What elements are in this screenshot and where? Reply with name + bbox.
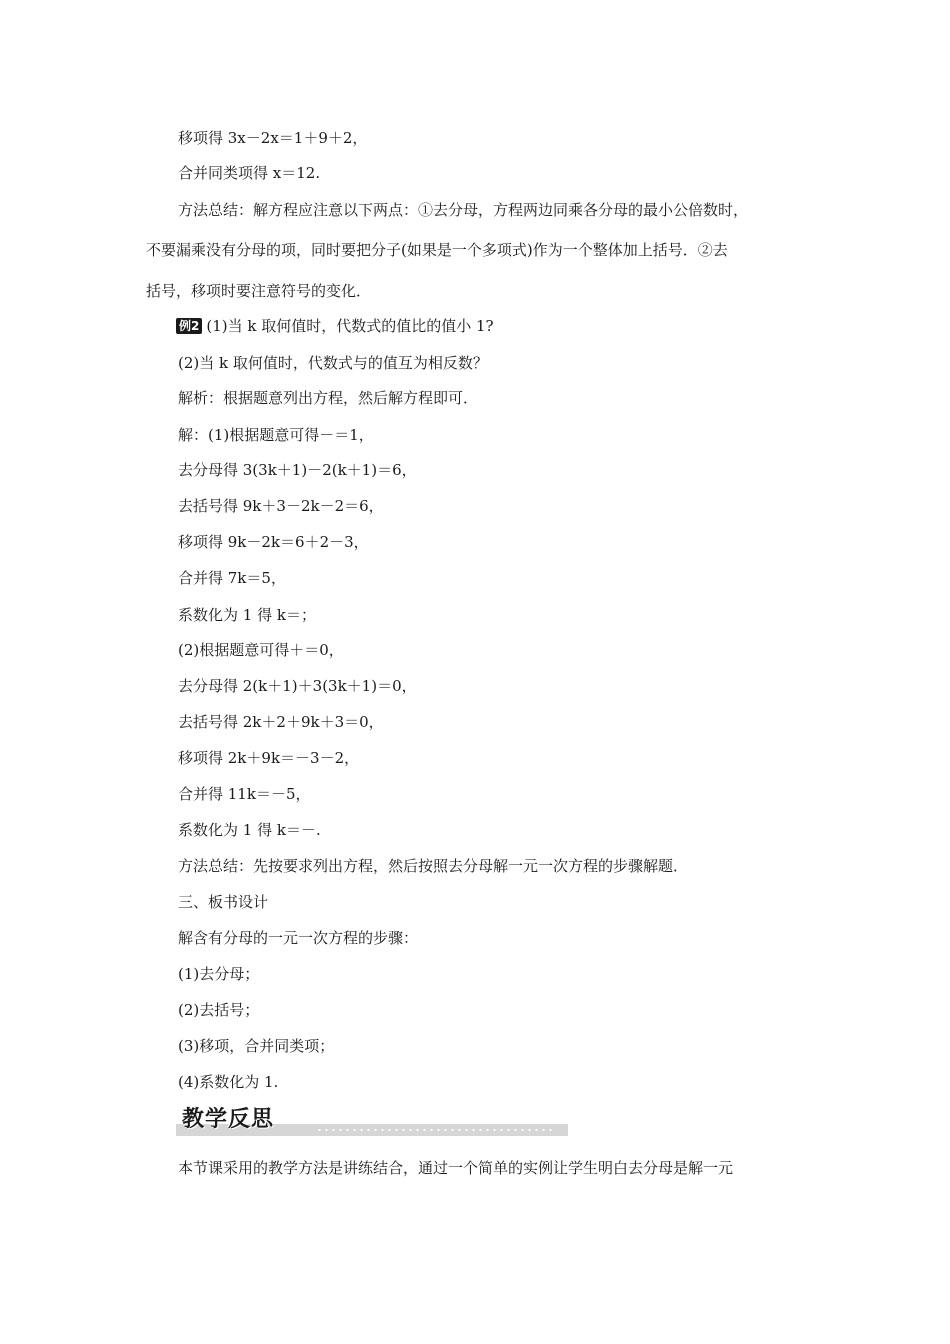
example-2-question-1 <box>176 316 494 336</box>
solution-line: 解：(1)根据题意可得－＝1， <box>178 426 374 444</box>
section-heading: 三、板书设计 <box>178 893 269 911</box>
text-line: 移项得 3x－2x＝1＋9＋2， <box>178 129 368 147</box>
analysis-line: 解析：根据题意列出方程，然后解方程即可． <box>178 389 479 407</box>
teaching-reflection-banner <box>176 1102 568 1136</box>
solution-step: 合并得 11k＝－5， <box>178 785 311 803</box>
example-tag: 例2 <box>176 318 202 334</box>
example-question-text: (1)当 k 取何值时，代数式的值比的值小 1? <box>206 317 494 335</box>
board-design-step: (4)系数化为 1. <box>178 1073 279 1091</box>
solution-step: 移项得 2k＋9k＝－3－2， <box>178 749 360 767</box>
text-line: 括号，移项时要注意符号的变化． <box>146 282 372 300</box>
solution-step: (2)根据题意可得＋＝0， <box>178 641 344 659</box>
solution-step: 去括号得 9k＋3－2k－2＝6， <box>178 497 384 515</box>
solution-step: 合并得 7k＝5， <box>178 569 286 587</box>
solution-step: 去括号得 2k＋2＋9k＋3＝0， <box>178 713 384 731</box>
banner-dots <box>316 1128 556 1132</box>
board-design-step: (2)去括号； <box>178 1001 260 1019</box>
solution-step: 系数化为 1 得 k＝； <box>178 606 316 624</box>
solution-step: 去分母得 2(k＋1)＋3(3k＋1)＝0， <box>178 677 417 695</box>
solution-step: 去分母得 3(3k＋1)－2(k＋1)＝6， <box>178 461 417 479</box>
board-design-step: (1)去分母； <box>178 965 260 983</box>
text-line: 合并同类项得 x＝12. <box>178 164 321 182</box>
solution-step: 系数化为 1 得 k＝－. <box>178 821 321 839</box>
banner-title: 教学反思 <box>182 1107 275 1132</box>
method-summary-line: 方法总结：解方程应注意以下两点：①去分母，方程两边同乘各分母的最小公倍数时， <box>178 201 749 219</box>
board-design-title: 解含有分母的一元一次方程的步骤： <box>178 929 419 947</box>
solution-step: 移项得 9k－2k＝6＋2－3， <box>178 533 369 551</box>
method-summary-line: 方法总结：先按要求列出方程，然后按照去分母解一元一次方程的步骤解题． <box>178 857 689 875</box>
example-2-question-2: (2)当 k 取何值时，代数式与的值互为相反数？ <box>178 354 488 372</box>
text-line: 不要漏乘没有分母的项，同时要把分子(如果是一个多项式)作为一个整体加上括号．②去 <box>146 241 728 259</box>
board-design-step: (3)移项，合并同类项； <box>178 1037 335 1055</box>
reflection-text: 本节课采用的教学方法是讲练结合，通过一个简单的实例让学生明白去分母是解一元 <box>178 1159 734 1177</box>
